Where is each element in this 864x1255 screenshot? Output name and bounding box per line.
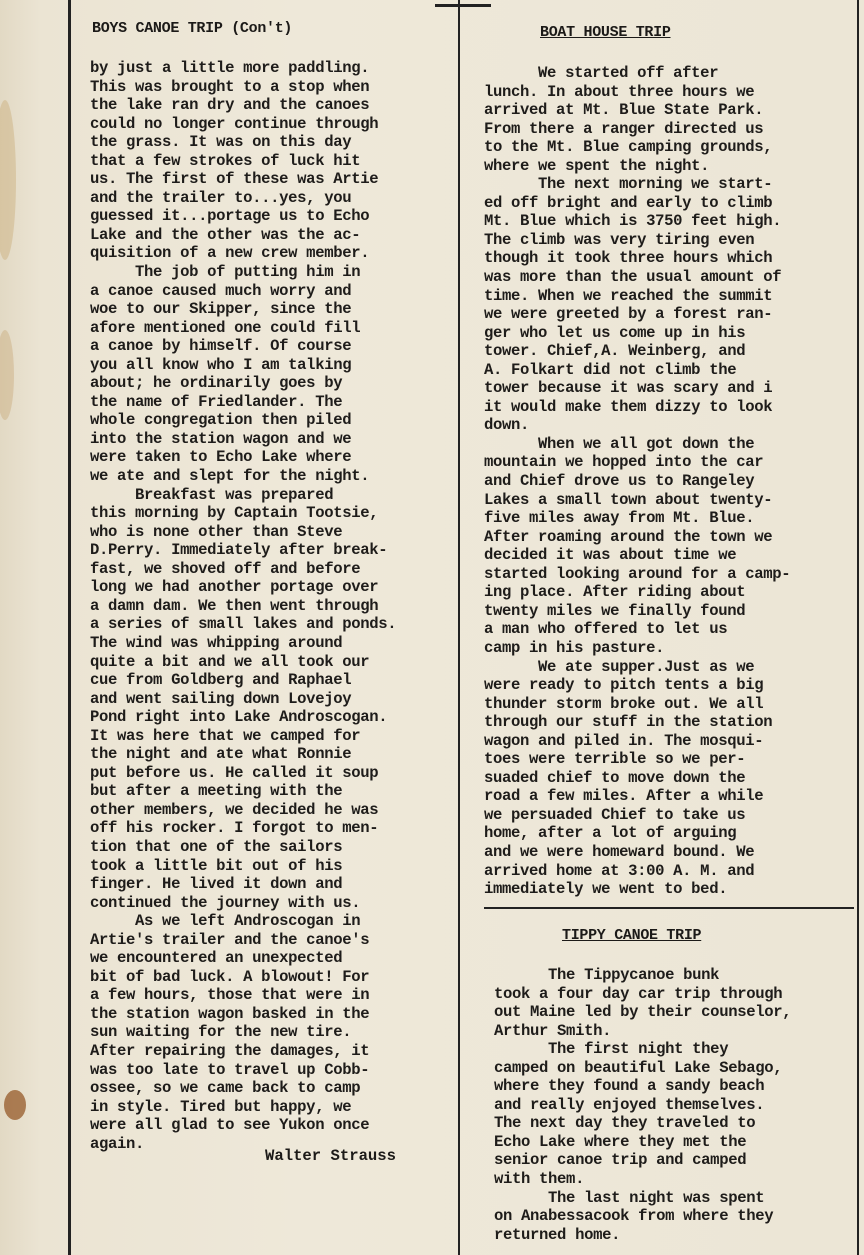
left-border — [68, 0, 71, 1255]
page-header-fragment — [435, 0, 491, 7]
column-divider — [458, 0, 460, 1255]
rust-spot — [4, 1090, 26, 1120]
age-stain — [0, 330, 14, 420]
tippy-canoe-trip-heading: TIPPY CANOE TRIP — [562, 927, 702, 944]
tippy-canoe-trip-article: The Tippycanoe bunk took a four day car trip through out Maine led by their counselor, Arthur Smith. The first night they camped on beautiful Lake Sebago, where they found a sandy beach and really enjoyed themselves. The next day they traveled to Echo Lake where they met the senior canoe trip and camped with them. The last night was spent on Anabessacook from where they returned home. — [494, 966, 792, 1244]
right-border — [857, 0, 859, 1255]
boat-house-trip-heading: BOAT HOUSE TRIP — [540, 24, 671, 41]
section-divider — [484, 907, 854, 909]
boat-house-trip-article: We started off after lunch. In about three hours we arrived at Mt. Blue State Park. From there a ranger directed us to the Mt. Blue camping grounds, where we spent the night. The next morning we start- ed off bright and early to climb Mt. Blue which is 3750 feet high. The climb was very tiring even though it took three hours which was more than the usual amount of time. When we reached the summit we were greeted by a forest ran- ger who let us come up in his tower. Chief,A. Weinberg, and A. Folkart did not climb the tower because it was scary and i it would make them dizzy to look down. When we all got down the mountain we hopped into the car and Chief drove us to Rangeley Lakes a small town about twenty- five miles away from Mt. Blue. After roaming around the town we decided it was about time we started looking around for a camp- ing place. After riding about twenty miles we finally found a man who offered to let us camp in his pasture. We ate supper.Just as we were ready to pitch tents a big thunder storm broke out. We all through our stuff in the station wagon and piled in. The mosqui- toes were terrible so we per- suaded chief to move down the road a few miles. After a while we persuaded Chief to take us home, after a lot of arguing and we were homeward bound. We arrived home at 3:00 A. M. and immediately we went to bed. — [484, 64, 791, 899]
age-stain — [0, 100, 16, 260]
article-signature: Walter Strauss — [265, 1147, 397, 1165]
boys-canoe-trip-article: by just a little more paddling. This was brought to a stop when the lake ran dry and the canoes could no longer continue through the grass. It was on this day that a few strokes of luck hit us. The first of these was Artie and the trailer to...yes, you guessed it...portage us to Echo Lake and the other was the ac- quisition of a new crew member. The job of putting him in a canoe caused much worry and woe to our Skipper, since the afore mentioned one could fill a canoe by himself. Of course you all know who I am talking about; he ordinarily goes by the name of Friedlander. The whole congregation then piled into the station wagon and we were taken to Echo Lake where we ate and slept for the night. Breakfast was prepared this morning by Captain Tootsie, who is none other than Steve D.Perry. Immediately after break- fast, we shoved off and before long we had another portage over a damn dam. We then went through a series of small lakes and ponds. The wind was whipping around quite a bit and we all took our cue from Goldberg and Raphael and went sailing down Lovejoy Pond right into Lake Androscogan. It was here that we camped for the night and ate what Ronnie put before us. He called it soup but after a meeting with the other members, we decided he was off his rocker. I forgot to men- tion that one of the sailors took a little bit out of his finger. He lived it down and continued the journey with us. As we left Androscogan in Artie's trailer and the canoe's we encountered an unexpected bit of bad luck. A blowout! For a few hours, those that were in the station wagon basked in the sun waiting for the new tire. After repairing the damages, it was too late to travel up Cobb- ossee, so we came back to camp in style. Tired but happy, we were all glad to see Yukon once again. — [90, 59, 397, 1153]
boys-canoe-trip-heading: BOYS CANOE TRIP (Con't) — [92, 20, 293, 37]
